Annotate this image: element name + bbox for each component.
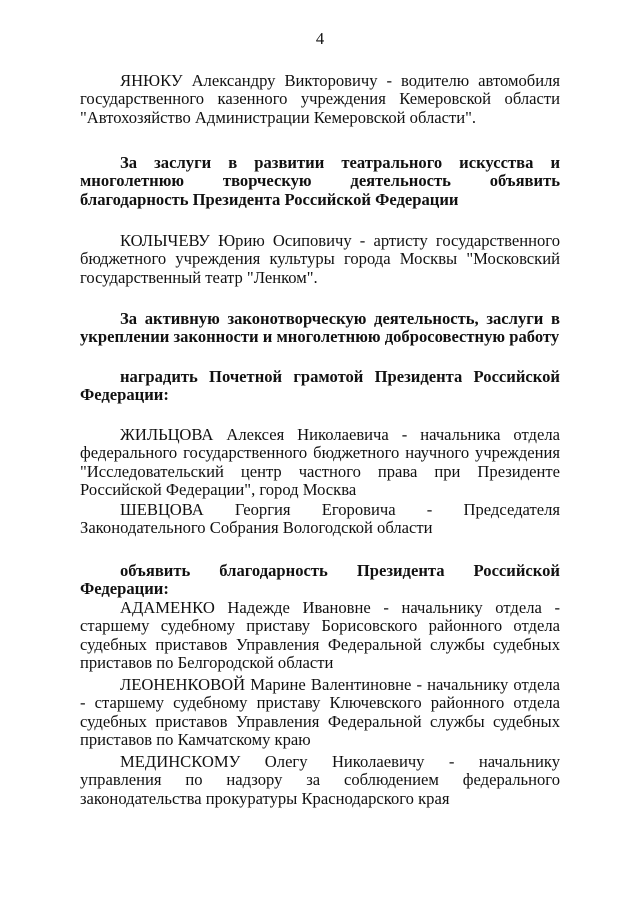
section-heading-certificate: наградить Почетной грамотой Президента Российской Федерации:	[80, 367, 560, 405]
award-entry-medinsky: МЕДИНСКОМУ Олегу Николаевичу - начальнику управления по надзору за соблюдением федерального законодательства прокуратуры Краснодарского края	[80, 752, 560, 808]
section-heading-gratitude: объявить благодарность Президента Российской Федерации:	[80, 561, 560, 599]
award-entry-adamenko: АДАМЕНКО Надежде Ивановне - начальнику отдела - старшему судебному приставу Борисовского районного отдела судебных приставов Управления Федеральной службы судебных приставов по Белгородской области	[80, 598, 560, 673]
award-entry-leonenkova: ЛЕОНЕНКОВОЙ Марине Валентиновне - начальнику отдела - старшему судебному приставу Ключевского районного отдела судебных приставов Управления Федеральной службы судебных приставов по Камчатскому краю	[80, 675, 560, 750]
page-number: 4	[315, 29, 325, 48]
section-heading-lawmaking: За активную законотворческую деятельность, заслуги в укреплении законности и многолетнюю добросовестную работу	[80, 309, 560, 347]
award-entry-kolychev: КОЛЫЧЕВУ Юрию Осиповичу - артисту государственного бюджетного учреждения культуры города Москвы "Московский государственный театр "Ленком".	[80, 231, 560, 287]
award-entry-shevtsov: ШЕВЦОВА Георгия Егоровича - Председателя Законодательного Собрания Вологодской области	[80, 500, 560, 538]
award-entry-yanyuk: ЯНЮКУ Александру Викторовичу - водителю автомобиля государственного казенного учреждения Кемеровской области "Автохозяйство Администрации Кемеровской области".	[80, 71, 560, 127]
section-heading-theatre: За заслуги в развитии театрального искусства и многолетнюю творческую деятельность объявить благодарность Президента Российской Федерации	[80, 153, 560, 209]
award-entry-zhiltsov: ЖИЛЬЦОВА Алексея Николаевича - начальника отдела федерального государственного бюджетного научного учреждения "Исследовательский центр частного права при Президенте Российской Федерации", город Москва	[80, 425, 560, 500]
